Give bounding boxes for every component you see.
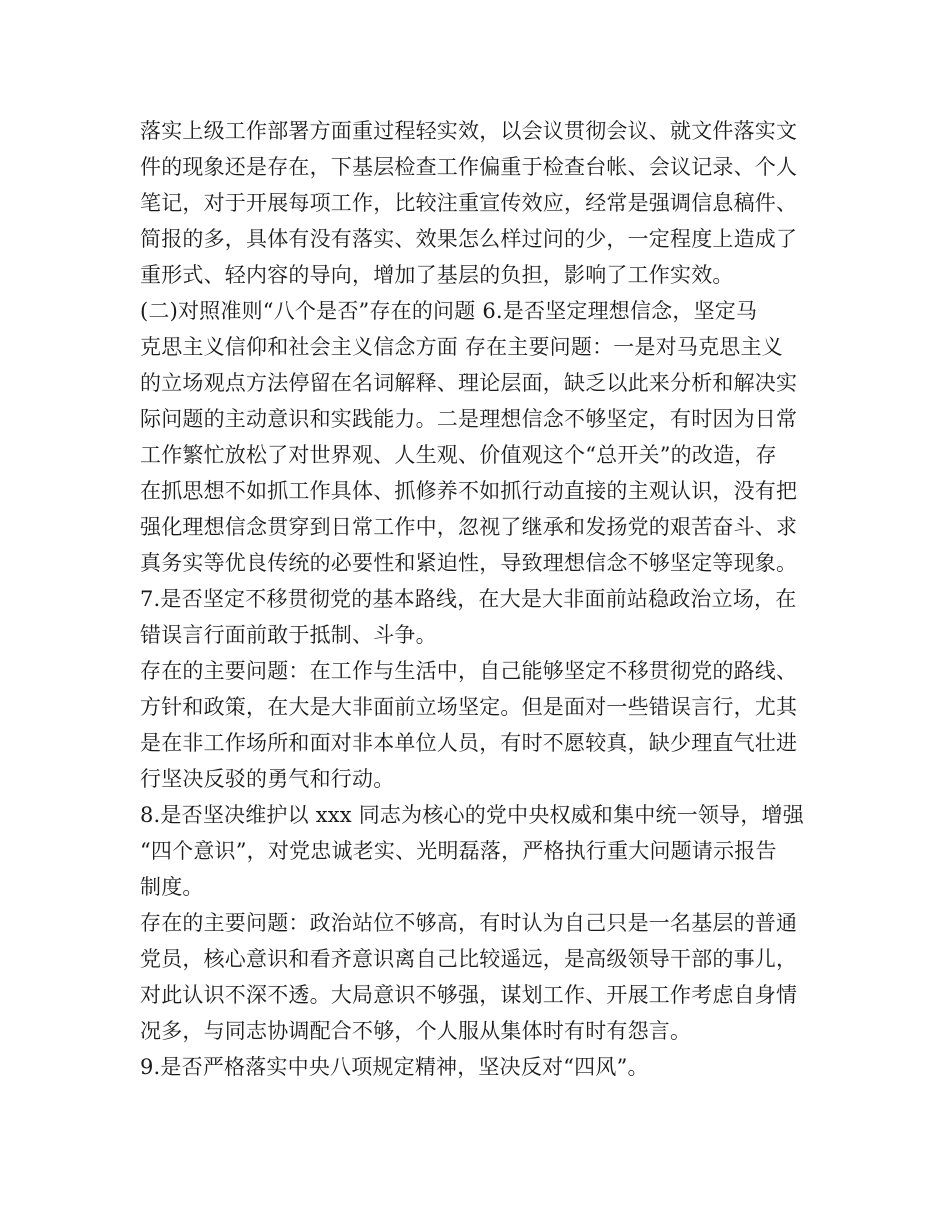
text-line: 重形式、轻内容的导向，增加了基层的负担，影响了工作实效。 [140, 263, 734, 287]
question-line: 9.是否严格落实中央八项规定精神，坚决反对“四风”。 [140, 1055, 649, 1079]
text-line: 存在的主要问题：政治站位不够高，有时认为自己只是一名基层的普通 [140, 911, 798, 935]
text-line: 方针和政策，在大是大非面前立场坚定。但是面对一些错误言行，尤其 [140, 695, 798, 719]
question-line: “四个意识”，对党忠诚老实、光明磊落，严格执行重大问题请示报告 [140, 839, 777, 863]
text-line: 落实上级工作部署方面重过程轻实效，以会议贯彻会议、就文件落实文 [140, 119, 798, 143]
text-line: 存在的主要问题：在工作与生活中，自己能够坚定不移贯彻党的路线、 [140, 659, 798, 683]
text-line: 工作繁忙放松了对世界观、人生观、价值观这个“总开关”的改造，存 [140, 443, 777, 467]
text-line: 行坚决反驳的勇气和行动。 [140, 767, 395, 791]
question-line: 错误言行面前敢于抵制、斗争。 [140, 623, 437, 647]
text-line: 对此认识不深不透。大局意识不够强，谋划工作、开展工作考虑自身情 [140, 983, 798, 1007]
text-line: 是在非工作场所和面对非本单位人员，有时不愿较真，缺少理直气壮进 [140, 731, 798, 755]
section-heading-line: (二)对照准则“八个是否”存在的问题 6.是否坚定理想信念，坚定马 [140, 299, 758, 323]
text-line: 笔记，对于开展每项工作，比较注重宣传效应，经常是强调信息稿件、 [140, 191, 798, 215]
document-body [140, 113, 820, 1085]
text-line: 党员，核心意识和看齐意识离自己比较遥远，是高级领导干部的事儿， [140, 947, 798, 971]
question-line: 8.是否坚决维护以 xxx 同志为核心的党中央权威和集中统一领导，增强 [140, 803, 804, 827]
text-line: 在抓思想不如抓工作具体、抓修养不如抓行动直接的主观认识，没有把 [140, 479, 798, 503]
text-line: 况多，与同志协调配合不够，个人服从集体时有时有怨言。 [140, 1019, 692, 1043]
text-line: 的立场观点方法停留在名词解释、理论层面，缺乏以此来分析和解决实 [140, 371, 798, 395]
text-line: 克思主义信仰和社会主义信念方面 存在主要问题：一是对马克思主义 [140, 335, 783, 359]
question-line: 7.是否坚定不移贯彻党的基本路线，在大是大非面前站稳政治立场，在 [140, 587, 797, 611]
text-line: 际问题的主动意识和实践能力。二是理想信念不够坚定，有时因为日常 [140, 407, 798, 431]
text-line: 简报的多，具体有没有落实、效果怎么样过问的少，一定程度上造成了 [140, 227, 798, 251]
text-line: 强化理想信念贯穿到日常工作中，忽视了继承和发扬党的艰苦奋斗、求 [140, 515, 798, 539]
text-line: 件的现象还是存在，下基层检查工作偏重于检查台帐、会议记录、个人 [140, 155, 798, 179]
question-line: 制度。 [140, 875, 204, 899]
text-line: 真务实等优良传统的必要性和紧迫性，导致理想信念不够坚定等现象。 [140, 551, 798, 575]
